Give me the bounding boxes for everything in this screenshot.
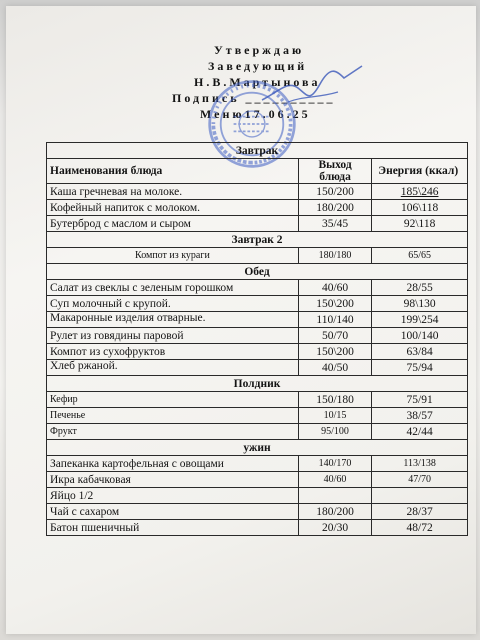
dish-name: Макаронные изделия отварные. [47,312,299,328]
table-row [47,360,468,376]
section-header-breakfast [47,143,468,159]
table-row [47,472,468,488]
dish-name: Кефир [47,392,299,408]
dish-output: 50/70 [298,328,371,344]
dish-energy: 113/138 [372,456,468,472]
dish-output: 150\200 [298,296,371,312]
table-row [47,488,468,504]
header-output: Выход блюда [298,159,371,184]
dish-output: 35/45 [298,216,371,232]
dish-energy: 100/140 [372,328,468,344]
table-row [47,456,468,472]
dish-output: 10/15 [298,408,371,424]
table-row [47,424,468,440]
dish-energy: 28/55 [372,280,468,296]
dish-energy: 28/37 [372,504,468,520]
dish-output: 150/200 [298,184,371,200]
dish-energy: 48/72 [372,520,468,536]
dish-energy: 185\246 [372,184,468,200]
dish-energy: 63/84 [372,344,468,360]
dish-output: 180/200 [298,200,371,216]
header-energy: Энергия (ккал) [372,159,468,184]
dish-name: Бутерброд с маслом и сыром [47,216,299,232]
table-row [47,280,468,296]
dish-name: Компот из сухофруктов [47,344,299,360]
dish-name: Чай с сахаром [47,504,299,520]
dish-energy: 106\118 [372,200,468,216]
dish-name: Печенье [47,408,299,424]
dish-name: Яйцо 1/2 [47,488,299,504]
dish-name: Компот из кураги [47,248,299,264]
table-row [47,520,468,536]
dish-name: Суп молочный с крупой. [47,296,299,312]
dish-output [298,488,371,504]
table-row [47,312,468,328]
section-title: Обед [47,264,468,280]
table-row [47,392,468,408]
table-row [47,328,468,344]
dish-name: Икра кабачковая [47,472,299,488]
menu-table [46,142,468,536]
table-row [47,344,468,360]
dish-output: 95/100 [298,424,371,440]
dish-output: 40/50 [298,360,371,376]
dish-output: 40/60 [298,280,371,296]
dish-output: 140/170 [298,456,371,472]
dish-output: 40/60 [298,472,371,488]
section-title: Завтрак [47,143,468,159]
dish-energy: 92\118 [372,216,468,232]
dish-name: Хлеб ржаной. [47,360,299,376]
dish-energy: 47/70 [372,472,468,488]
dish-output: 110/140 [298,312,371,328]
dish-energy: 75/94 [372,360,468,376]
dish-name: Батон пшеничный [47,520,299,536]
dish-name: Каша гречневая на молоке. [47,184,299,200]
dish-name: Фрукт [47,424,299,440]
section-header-afternoon-snack [47,376,468,392]
dish-output: 150/180 [298,392,371,408]
section-title: Завтрак 2 [47,232,468,248]
approval-signature-line: Подпись __________ [172,91,336,105]
menu-date: Меню17.06.25 [200,107,311,121]
dish-output: 150\200 [298,344,371,360]
dish-energy: 98\130 [372,296,468,312]
table-header-row [47,159,468,184]
section-title: Полдник [47,376,468,392]
dish-output: 20/30 [298,520,371,536]
dish-output: 180/180 [298,248,371,264]
table-row [47,504,468,520]
table-row [47,248,468,264]
dish-energy: 38/57 [372,408,468,424]
table-row [47,200,468,216]
header-dish-name: Наименования блюда [47,159,299,184]
dish-name: Салат из свеклы с зеленым горошком [47,280,299,296]
dish-name: Рулет из говядины паровой [47,328,299,344]
approval-person: Н.В.Мартынова [194,75,321,89]
section-header-breakfast-2 [47,232,468,248]
dish-energy: 42/44 [372,424,468,440]
dish-name: Запеканка картофельная с овощами [47,456,299,472]
table-row [47,184,468,200]
table-row [47,408,468,424]
dish-energy [372,488,468,504]
section-header-lunch [47,264,468,280]
table-row [47,216,468,232]
dish-energy: 75/91 [372,392,468,408]
section-title: ужин [47,440,468,456]
table-row [47,296,468,312]
approval-approve: Утверждаю [214,43,305,57]
approval-position: Заведующий [208,59,308,73]
section-header-dinner [47,440,468,456]
dish-name: Кофейный напиток с молоком. [47,200,299,216]
dish-energy: 65/65 [372,248,468,264]
dish-output: 180/200 [298,504,371,520]
dish-energy: 199\254 [372,312,468,328]
